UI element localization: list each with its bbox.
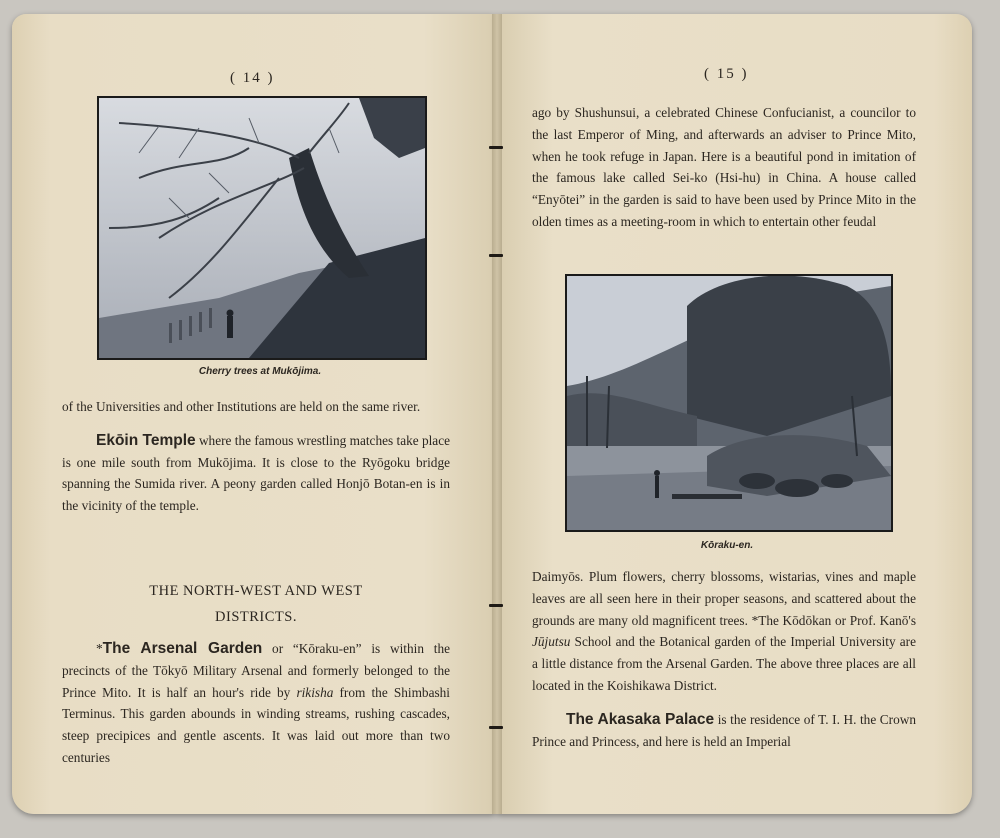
paragraph-universities: of the Universities and other Institutions are held on the same river. <box>62 399 421 414</box>
binding-stitch <box>489 726 503 729</box>
paragraph-akasaka <box>532 709 916 753</box>
page-number-left: ( 14 ) <box>230 70 275 86</box>
left-body-text <box>62 396 450 517</box>
koraku-en-photo <box>565 274 893 532</box>
binding-stitch <box>489 146 503 149</box>
binding-stitch <box>489 254 503 257</box>
section-title <box>62 578 450 630</box>
paragraph-daimyos <box>532 566 916 697</box>
rikisha-word: rikisha <box>296 684 334 700</box>
paragraph-arsenal <box>62 638 450 769</box>
akasaka-text: is the residence of T. I. H. the Crown Prince and Princess, and here is held an Imperial <box>532 711 917 749</box>
ekoin-heading: Ekōin Temple <box>96 431 196 449</box>
paragraph-top: ago by Shushunsui, a celebrated Chinese Confucianist, a councilor to the last Emperor of Ming, and afterwards an adviser to Prince Mito, when he took refuge in Japan. Here is a beautiful pond in imitation of the famous lake called Sei-ko (Hsi-hu) in China. A house called “Enyōtei” in the garden is said to have been used by Prince Mito in the olden times as a meeting-room in which to entertain other feudal <box>532 105 916 229</box>
right-body-text <box>532 566 916 752</box>
footnote-asterisk: * <box>96 641 103 656</box>
arsenal-heading: The Arsenal Garden <box>102 640 263 657</box>
arsenal-paragraph <box>62 638 450 769</box>
ekoin-text: where the famous wrestling matches take place is one mile south from Mukōjima. It is close to the Ryōgoku bridge spanning the Sumida river. A peony garden called Honjō Botan-en is in the vicinity of the temple. <box>62 432 451 514</box>
arsenal-text-1: or “Kōraku-en” is within the precincts of the Tōkyō Military Arsenal and formerly belonged to the Prince Mito. It is half an hour's ride by <box>62 641 450 700</box>
akasaka-heading: The Akasaka Palace <box>566 710 715 728</box>
section-title-line2: DISTRICTS. <box>215 609 297 625</box>
cherry-trees-photo <box>97 96 427 360</box>
jujutsu-word: Jūjutsu <box>532 634 571 650</box>
photo-caption-right: Kōraku-en. <box>700 540 754 551</box>
photo-caption-left: Cherry trees at Mukōjima. <box>198 366 322 377</box>
binding-stitch <box>489 604 503 607</box>
paragraph-shushunsui <box>532 102 916 233</box>
open-book <box>12 14 980 822</box>
arsenal-text-2: from the Shimbashi Terminus. This garden abounds in winding streams, rushing cascades, steep precipices and gentle ascents. It was laid out more than two centuries <box>62 684 450 765</box>
daimyos-text-1: Daimyōs. Plum flowers, cherry blossoms, wistarias, vines and maple leaves are all seen here in their proper seasons, and scattered about the grounds are many old magnificent trees. *The Kōdōkan or Prof. Kanō's <box>532 569 916 628</box>
page-number-right: ( 15 ) <box>704 66 749 82</box>
paragraph-ekoin <box>62 430 450 517</box>
daimyos-text-2: School and the Botanical garden of the Imperial University are a little distance from the Arsenal Garden. The above three places are all located in the Koishikawa District. <box>532 634 916 693</box>
book-spine <box>492 14 502 814</box>
section-title-line1: THE NORTH-WEST AND WEST <box>149 583 363 599</box>
